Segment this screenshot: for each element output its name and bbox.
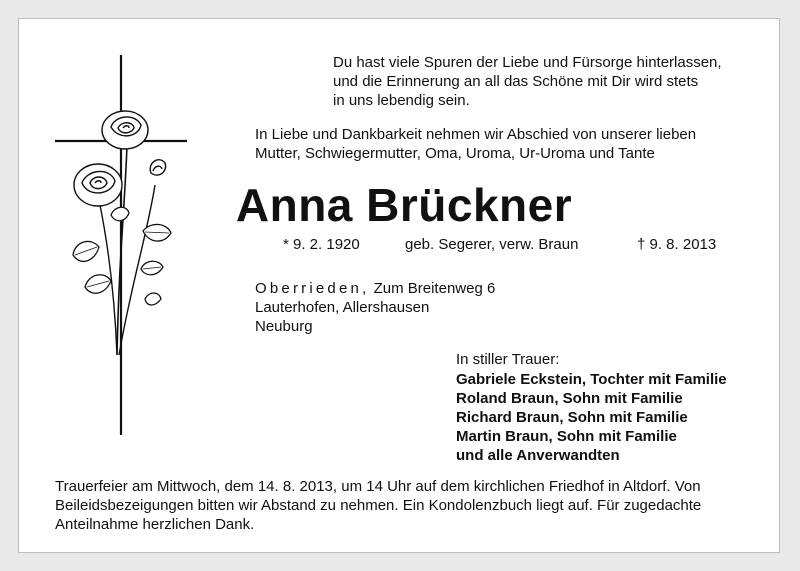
funeral-note-line-3: Anteilnahme herzlichen Dank. [55,516,255,533]
mourner-3: Richard Braun, Sohn mit Familie [456,409,688,426]
cross-with-roses-icon [55,55,205,435]
quote-line-1: Du hast viele Spuren der Liebe und Fürsorge hinterlassen, [333,54,722,71]
intro-line-2: Mutter, Schwiegermutter, Oma, Uroma, Ur-Uroma und Tante [255,145,655,162]
place-line-2: Lauterhofen, Allershausen [255,299,430,316]
deceased-name: Anna Brückner [235,179,573,231]
mourner-5: und alle Anverwandten [456,447,620,464]
place-street: Zum Breitenweg 6 [369,280,496,297]
birth-date: * 9. 2. 1920 [283,236,360,253]
quote-line-3: in uns lebendig sein. [333,92,470,109]
mourner-1: Gabriele Eckstein, Tochter mit Familie [456,371,727,388]
funeral-note-line-1: Trauerfeier am Mittwoch, dem 14. 8. 2013, um 14 Uhr auf dem kirchlichen Friedhof in Altdorf. Von [55,478,701,495]
death-date: † 9. 8. 2013 [637,236,717,253]
mourner-4: Martin Braun, Sohn mit Familie [456,428,677,445]
funeral-note-line-2: Beileidsbezeigungen bitten wir Abstand zu nehmen. Ein Kondolenzbuch liegt auf. Für zugedachte [55,497,702,514]
obituary-card [18,18,780,553]
mourner-2: Roland Braun, Sohn mit Familie [456,390,683,407]
place-line-1 [255,279,495,299]
birth-names: geb. Segerer, verw. Braun [405,236,579,253]
quote-line-2: und die Erinnerung an all das Schöne mit Dir wird stets [333,73,699,90]
mourners-heading: In stiller Trauer: [456,351,560,368]
place-oberrieden: Oberrieden, [255,280,370,297]
place-line-3: Neuburg [255,318,313,335]
intro-line-1: In Liebe und Dankbarkeit nehmen wir Abschied von unserer lieben [255,126,697,143]
